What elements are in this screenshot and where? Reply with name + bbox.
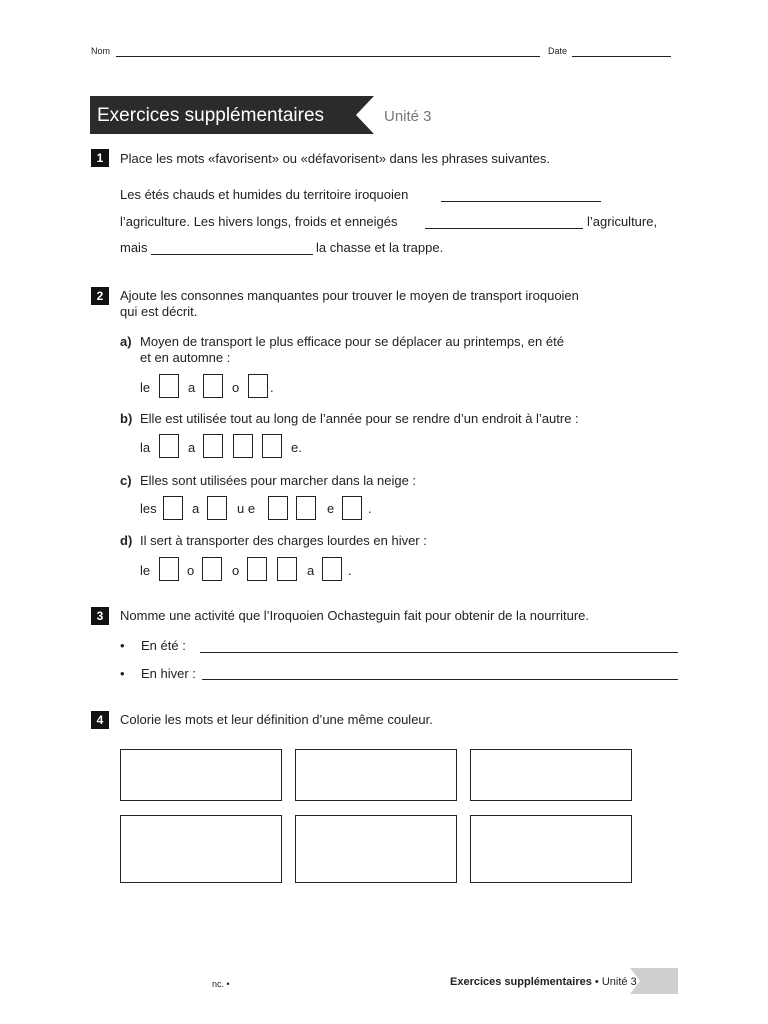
ex2a-text-1: Moyen de transport le plus efficace pour se déplacer au printemps, en été — [140, 334, 564, 349]
ex2c-word-les: les — [140, 501, 157, 516]
ex1-line3b: la chasse et la trappe. — [316, 240, 444, 255]
footer-separator: • — [591, 976, 602, 988]
ex2c-dot: . — [368, 501, 372, 516]
footer-title: Exercices supplémentaires — [450, 976, 592, 988]
ex2c-letter-e: e — [327, 501, 335, 516]
ex2b-letter-e: e. — [291, 440, 302, 455]
definition-box-1[interactable] — [120, 815, 282, 883]
ex2-instruction-2: qui est décrit. — [120, 304, 198, 319]
ex2d-letter-a: a — [307, 563, 315, 578]
ex2d-label: d) — [120, 533, 133, 548]
ex2c-text: Elles sont utilisées pour marcher dans la neige : — [140, 473, 417, 488]
letter-box[interactable] — [247, 557, 267, 581]
letter-box[interactable] — [233, 434, 253, 458]
letter-box[interactable] — [203, 374, 223, 398]
ex2d-letter-o1: o — [187, 563, 195, 578]
ex2a-text-2: et en automne : — [140, 350, 231, 365]
ex2b-label: b) — [120, 411, 133, 426]
letter-box[interactable] — [163, 496, 183, 520]
letter-box[interactable] — [268, 496, 288, 520]
letter-box[interactable] — [277, 557, 297, 581]
ex2-instruction-1: Ajoute les consonnes manquantes pour trouver le moyen de transport iroquoien — [120, 288, 579, 303]
unit-label: Unité 3 — [384, 108, 432, 125]
ex4-instruction: Colorie les mots et leur définition d’une même couleur. — [120, 712, 433, 727]
nom-field[interactable] — [116, 56, 540, 57]
date-label: Date — [548, 46, 568, 56]
nom-label: Nom — [91, 46, 111, 56]
letter-box[interactable] — [262, 434, 282, 458]
letter-box[interactable] — [203, 434, 223, 458]
footer-left: nc. • — [212, 979, 230, 989]
letter-box[interactable] — [342, 496, 362, 520]
ex2a-letter-a: a — [188, 380, 196, 395]
footer-tab-shape — [630, 968, 678, 994]
ex1-line1: Les étés chauds et humides du territoire iroquoien — [120, 187, 409, 202]
bullet: • — [120, 666, 125, 681]
letter-box[interactable] — [322, 557, 342, 581]
exercise-number-3: 3 — [91, 607, 109, 625]
letter-box[interactable] — [207, 496, 227, 520]
ex2c-letter-a: a — [192, 501, 200, 516]
ex1-blank-3[interactable] — [151, 254, 313, 255]
ex1-blank-2[interactable] — [425, 228, 583, 229]
ex3-summer-label: En été : — [141, 638, 186, 653]
footer-right — [450, 976, 637, 988]
definition-box-2[interactable] — [295, 815, 457, 883]
exercise-number-2: 2 — [91, 287, 109, 305]
ex3-winter-label: En hiver : — [141, 666, 196, 681]
ex2d-word-le: le — [140, 563, 151, 578]
ex1-line3a: mais — [120, 240, 148, 255]
ex2d-letter-o2: o — [232, 563, 240, 578]
ex3-instruction: Nomme une activité que l’Iroquoien Ochasteguin fait pour obtenir de la nourriture. — [120, 608, 589, 623]
footer-unit: Unité 3 — [601, 976, 637, 988]
ex2c-label: c) — [120, 473, 132, 488]
ex1-blank-1[interactable] — [441, 201, 601, 202]
bullet: • — [120, 638, 125, 653]
exercise-number-4: 4 — [91, 711, 109, 729]
ex1-instruction: Place les mots «favorisent» ou «défavorisent» dans les phrases suivantes. — [120, 151, 550, 166]
letter-box[interactable] — [248, 374, 268, 398]
letter-box[interactable] — [159, 557, 179, 581]
letter-box[interactable] — [202, 557, 222, 581]
ex2a-dot: . — [270, 380, 274, 395]
page-title: Exercices supplémentaires — [97, 105, 325, 126]
ex3-summer-answer-line[interactable] — [200, 652, 678, 653]
ex3-winter-answer-line[interactable] — [202, 679, 678, 680]
word-box-3[interactable] — [470, 749, 632, 801]
date-field[interactable] — [572, 56, 671, 57]
ex1-line2b: l’agriculture, — [587, 214, 658, 229]
definition-box-3[interactable] — [470, 815, 632, 883]
ex1-line2a: l’agriculture. Les hivers longs, froids et enneigés — [120, 214, 398, 229]
ex2a-label: a) — [120, 334, 132, 349]
letter-box[interactable] — [296, 496, 316, 520]
letter-box[interactable] — [159, 434, 179, 458]
ex2d-dot: . — [348, 563, 352, 578]
word-box-2[interactable] — [295, 749, 457, 801]
letter-box[interactable] — [159, 374, 179, 398]
exercise-number-1: 1 — [91, 149, 109, 167]
ex2c-letters-ue: u e — [237, 501, 256, 516]
ex2a-word-le: le — [140, 380, 151, 395]
ex2b-text: Elle est utilisée tout au long de l’année pour se rendre d’un endroit à l’autre : — [140, 411, 579, 426]
ex2d-text: Il sert à transporter des charges lourdes en hiver : — [140, 533, 427, 548]
word-box-1[interactable] — [120, 749, 282, 801]
ex2b-letter-a: a — [188, 440, 196, 455]
ex2b-word-la: la — [140, 440, 151, 455]
ex2a-letter-o: o — [232, 380, 240, 395]
